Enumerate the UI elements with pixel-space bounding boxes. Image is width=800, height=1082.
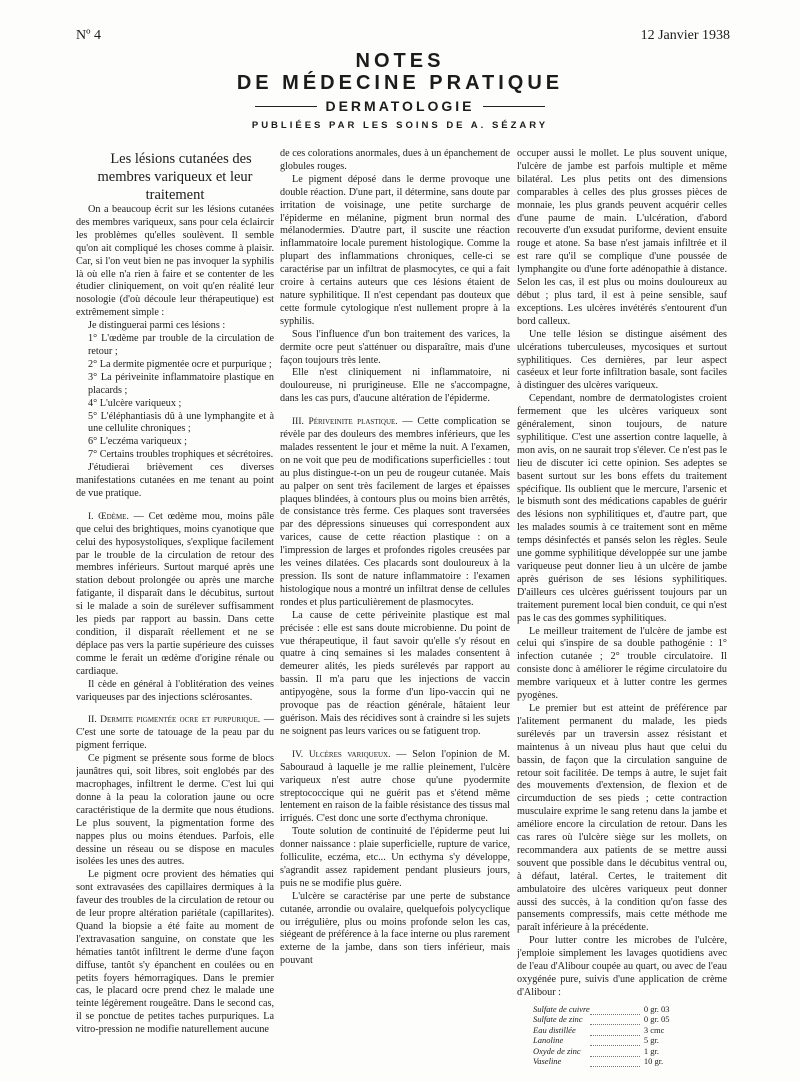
section-4-paragraph bbox=[280, 749, 510, 826]
masthead bbox=[0, 50, 800, 131]
section-row bbox=[0, 98, 800, 114]
section-title: DERMATOLOGIE bbox=[325, 98, 475, 114]
column-1 bbox=[76, 150, 274, 1037]
paragraph: Une telle lésion se distingue aisément des ulcérations tuberculeuses, mycosiques et surtout syphilitiques. Ces dernières, par leur aspect caséeux et leur forte infiltration basale, sont faciles à distinguer des ulcères variqueux. bbox=[517, 328, 727, 392]
section-2-heading: II. Dermite pigmentée ocre et purpurique. bbox=[88, 715, 261, 726]
recipe-row bbox=[533, 1046, 670, 1057]
masthead-line2: DE MÉDECINE PRATIQUE bbox=[236, 72, 564, 94]
masthead-line1: NOTES bbox=[355, 50, 445, 72]
recipe-row bbox=[533, 1056, 670, 1067]
byline: PUBLIÉES PAR LES SOINS DE A. SÉZARY bbox=[251, 120, 549, 131]
paragraph: Le pigment déposé dans le derme provoque une double réaction. D'une part, il détermine, sans doute par irritation de voisinage, une petite surcharge de l'épiderme en mélanine, pigment brun normal des mélanodermies. D'autre part, il suscite une réaction inflammatoire locale purement histologique. Comme la plupart des inflammations chroniques, celle-ci se caractérise par un infiltrat de plasmocytes, ce qui a fait croire à certains auteurs que ces lésions étaient de nature syphilitique. Il n'est cependant pas douteux que cette formule cytologique n'est nullement propre à la syphilis. bbox=[280, 173, 510, 327]
section-3-text: — Cette complication se révèle par des douleurs des membres inférieurs, que les malades ressentent le jour et même la nuit. A l'examen, on ne voit que peu de modifications superficielles : tout au plus distingue-t-on un peu de rougeur cutanée. Mais au palper on sent très facilement de larges et épaisses plaques blindées, à contours plus ou moins bien arrêtés, de consistance très ferme. Ces plaques sont traversées par des dépressions sinueuses qui correspondent aux varices, cause de cette réaction plastique : on a l'impression de larges et profondes rigoles creusées par les veines dilatées. Ces placards sont douloureux à la pression. Ils sont de nature inflammatoire : l'examen histologique nous a montré un infiltrat dense de cellules rondes et plus particulièrement de plasmocytes. bbox=[280, 416, 510, 608]
paragraph: Elle n'est cliniquement ni inflammatoire, ni douloureuse, ni prurigineuse. Elle ne s'accompagne, dans les cas purs, d'aucune altération de l'épiderme. bbox=[280, 367, 510, 405]
paragraph: Sous l'influence d'un bon traitement des varices, la dermite ocre peut s'atténuer ou disparaître, mais d'une façon toujours très lente. bbox=[280, 328, 510, 366]
ingredient-qty: 3 cmc bbox=[643, 1024, 665, 1035]
ingredient-name: Oxyde de zinc bbox=[533, 1045, 581, 1056]
ingredient-qty: 10 gr. bbox=[643, 1056, 664, 1067]
paragraph: Le pigment ocre provient des hématies qui sont extravasées des capillaires dermiques à la faveur des troubles de la circulation de retour ou de leur propre altération pariétale (capillarites). Quand la biopsie a été faite au moment de l'extravasation sanguine, on constate que les hématies tantôt infiltrent le derme d'une façon diffuse, tantôt s'y épanchent en coulées ou en petits foyers hémorragiques. Dans le premier cas, le placard ocre prend chez le malade une teinte légèrement rougeâtre. Dans le second cas, il se ponctue de petites taches purpuriques. La vitro-pression ne modifie naturellement aucune bbox=[76, 869, 274, 1036]
section-3-paragraph bbox=[280, 416, 510, 610]
section-4-text: — Selon l'opinion de M. Sabouraud à laquelle je me rallie pleinement, l'ulcère variqueux n'est autre chose qu'une pyodermite streptococcique qui ne guérit pas et s'étend même lentement en raison de la faible résistance des tissus mal irrigués. C'est donc une sorte d'ecthyma chronique. bbox=[280, 748, 510, 825]
ingredient-qty: 1 gr. bbox=[643, 1045, 659, 1056]
list-end: J'étudierai brièvement ces diverses manifestations cutanées en me tenant au point de vue pratique. bbox=[76, 462, 274, 499]
paragraph-continued: de ces colorations anormales, dues à un épanchement de globules rouges. bbox=[280, 148, 510, 172]
paragraph: Il cède en général à l'oblitération des veines variqueuses par des injections sclérosantes. bbox=[76, 678, 274, 703]
ingredient-name: Sulfate de cuivre bbox=[533, 1003, 590, 1014]
article-title: Les lésions cutanées des membres variqueux et leur traitement bbox=[97, 151, 253, 203]
paragraph: Toute solution de continuité de l'épiderme peut lui donner naissance : plaie superficielle, rupture de varice, folliculite, eczéma, etc... Un ecthyma s'y développe, s'agrandit assez rapidement pendant plusieurs jours, puis ne se modifie plus guère. bbox=[280, 826, 510, 889]
recipe-row bbox=[533, 1035, 670, 1046]
intro-paragraph: On a beaucoup écrit sur les lésions cutanées des membres variqueux, sans pour cela éclaircir les problèmes qu'elles soulèvent. Il semble qu'on ait compliqué les choses comme à plaisir. Car, si l'on veut bien ne pas invoquer la syphilis là où elle n'a rien à faire et se contenter de les étudier cliniquement, on voit qu'en réalité leur nosologie (d'où découle leur thérapeutique) est extrêmement simple : bbox=[76, 204, 274, 319]
paragraph-continued: occuper aussi le mollet. Le plus souvent unique, l'ulcère de jambe est parfois multiple et même bilatéral. Les plus petits ont des dimensions comparables à celles des plus grosses pièces de monnaie, les plus grands peuvent acquérir celles d'une paume de main. L'ulcération, d'abord recouverte d'un exsudat puriforme, devient ensuite rouge et atone. Sa base n'est jamais infiltrée et il est rare qu'il se complique d'une poussée de lymphangite ou d'une forte adénopathie à distance. Selon les cas, il est plus ou moins douloureux au début ; plus tard, il est à peine sensible, sauf exceptions. Les ulcères invétérés s'entourent d'un bord calleux. bbox=[517, 148, 727, 327]
paragraph: Le premier but est atteint de préférence par l'alitement permanent du malade, les pieds surélevés par un traversin assez résistant et maintenus à un niveau plus haut que celui du bassin, de façon que la circulation sanguine de retour soit facilitée. De temps à autre, le sujet fait des mouvements d'extension, de flexion et de circumduction de ses pieds ; cette contraction musculaire exprime le sang retenu dans la jambe et améliore encore la circulation de retour. Dans les cas rares où l'ulcère siège sur les mollets, on recommandera aux patients de se mettre aussi souvent que possible dans le décubitus ventral ou, à défaut, latéral. Certes, le traitement dit ambulatoire des ulcères variqueux peut donner aussi des succès, à la condition qu'on fasse des pansements compressifs, mais cette méthode me paraît inférieure à la précédente. bbox=[517, 702, 727, 934]
list-item: 5° L'éléphantiasis dû à une lymphangite et à une cellulite chroniques ; bbox=[88, 410, 274, 435]
section-2-paragraph bbox=[76, 714, 274, 753]
paragraph: Cependant, nombre de dermatologistes croient fermement que les ulcères variqueux sont généralement, sinon toujours, de nature syphilitique. C'est une assertion contre laquelle, à mon avis, on ne saurait trop s'élever. Ce n'est pas le lieu de discuter ici cette opinion. Ses adeptes se basent surtout sur les bons effets du traitement spécifique. Ils oublient que le mercure, l'arsenic et le bismuth sont des médications capables de guérir des lésions non syphilitiques et, d'autre part, que les malades soumis à ce traitement sont en même temps désinfectés et pansés selon les règles. Seule une gomme syphilitique développée sur une jambe variqueuse peut donner lieu à un ulcère de jambe après guérison de ses lésions syphilitiques. D'ailleurs ces ulcères guérissent toujours par un traitement purement local bien conduit, ce qui n'est pas le cas des gommes syphilitiques. bbox=[517, 393, 727, 624]
list-item: 7° Certains troubles trophiques et sécrétoires. bbox=[88, 449, 274, 461]
ingredient-qty: 0 gr. 03 bbox=[643, 1003, 670, 1014]
lesion-list bbox=[76, 333, 274, 462]
recipe-table bbox=[533, 1004, 670, 1068]
column-3 bbox=[517, 148, 727, 1067]
paragraph: La cause de cette périveinite plastique est mal précisée : elle est sans doute microbienne. Du point de vue thérapeutique, il faut savoir qu'elle s'y résout en quatre à cinq semaines si les malades consentent à demeurer alités, les pieds surélevés par rapport au bassin. Il m'a paru que les injections de vaccin antipyogène, sous la forme d'un lipo-vaccin qui ne provoque pas de réaction générale, hâtaient leur guérison. Mais des récidives sont à craindre si les sujets ne soignent pas leurs varices ou se fatiguent trop. bbox=[280, 609, 510, 737]
ingredient-qty: 5 gr. bbox=[643, 1035, 659, 1046]
section-3-heading: III. Périveinite plastique. bbox=[292, 417, 398, 428]
recipe-row bbox=[533, 1014, 670, 1025]
list-item: 4° L'ulcère variqueux ; bbox=[88, 397, 182, 409]
section-2-text: — C'est une sorte de tatouage de la peau par du pigment ferrique. bbox=[76, 714, 274, 752]
paragraph: L'ulcère se caractérise par une perte de substance cutanée, arrondie ou ovalaire, quelquefois polycyclique ou irrégulière, plus ou moins profonde selon les cas, siégeant de préférence à la face interne ou plus rarement externe de la jambe, dans son tiers inférieur, mais pouvant bbox=[280, 890, 510, 967]
ingredient-name: Vaseline bbox=[533, 1056, 562, 1067]
ingredient-name: Lanoline bbox=[533, 1035, 564, 1046]
recipe-row bbox=[533, 1025, 670, 1036]
list-item: 6° L'eczéma variqueux ; bbox=[88, 436, 187, 448]
paragraph: Le meilleur traitement de l'ulcère de jambe est celui qui s'inspire de sa double pathogénie : 1° infection cutanée ; 2° trouble circulatoire. Il consiste donc à améliorer le régime circulatoire du membre variqueux et à lutter contre les germes pyogènes. bbox=[517, 625, 727, 702]
list-item: 1° L'œdème par trouble de la circulation de retour ; bbox=[88, 333, 274, 357]
rule-right bbox=[483, 106, 545, 107]
paragraph: Ce pigment se présente sous forme de blocs jaunâtres qui, soit libres, soit englobés par des macrophages, infiltrent le derme. C'est lui qui donne à la peau la coloration jaune ou ocre caractéristique de la dermite que nous étudions. Le plus souvent, la pigmentation forme des nappes plus ou moins étendues. Parfois, elle dessine un réseau ou se dispose en macules isolées les unes des autres. bbox=[76, 753, 274, 868]
paragraph: Pour lutter contre les microbes de l'ulcère, j'emploie simplement les lavages quotidiens avec de l'eau d'Alibour coupée au quart, ou avec de l'eau oxygénée pure, suivis d'une application de crème d'Alibour : bbox=[517, 935, 727, 998]
section-4-heading: IV. Ulcères variqueux. bbox=[292, 749, 391, 760]
ingredient-name: Sulfate de zinc bbox=[533, 1014, 583, 1025]
issue-date: 12 Janvier 1938 bbox=[640, 28, 730, 43]
recipe-row bbox=[533, 1004, 670, 1015]
section-1-heading: I. Œdème. bbox=[88, 511, 129, 522]
column-2 bbox=[280, 148, 510, 968]
list-lead: Je distinguerai parmi ces lésions : bbox=[88, 320, 226, 332]
list-item: 3° La périveinite inflammatoire plastique en placards ; bbox=[88, 371, 274, 396]
rule-left bbox=[255, 106, 317, 107]
list-item: 2° La dermite pigmentée ocre et purpurique ; bbox=[88, 358, 272, 370]
section-1-text: — Cet œdème mou, moins pâle que celui des brightiques, moins cyanotique que celui des hyposystoliques, s'explique facilement par le trouble de la circulation de retour des membres inférieurs. Surtout marqué après une station debout prolongée ou après une marche fatigante, il disparaît dans le décubitus, surtout si le malade a soin de surélever suffisamment les pieds par rapport au bassin. Dans cette condition, il disparaît réellement et ne se déplace pas vers la partie supérieure des cuisses comme le ferait un œdème d'origine rénale ou cardiaque. bbox=[76, 510, 274, 677]
section-1-paragraph bbox=[76, 511, 274, 679]
ingredient-qty: 0 gr. 05 bbox=[643, 1014, 670, 1025]
issue-number: Nº 4 bbox=[76, 28, 101, 43]
ingredient-name: Eau distillée bbox=[533, 1024, 576, 1035]
